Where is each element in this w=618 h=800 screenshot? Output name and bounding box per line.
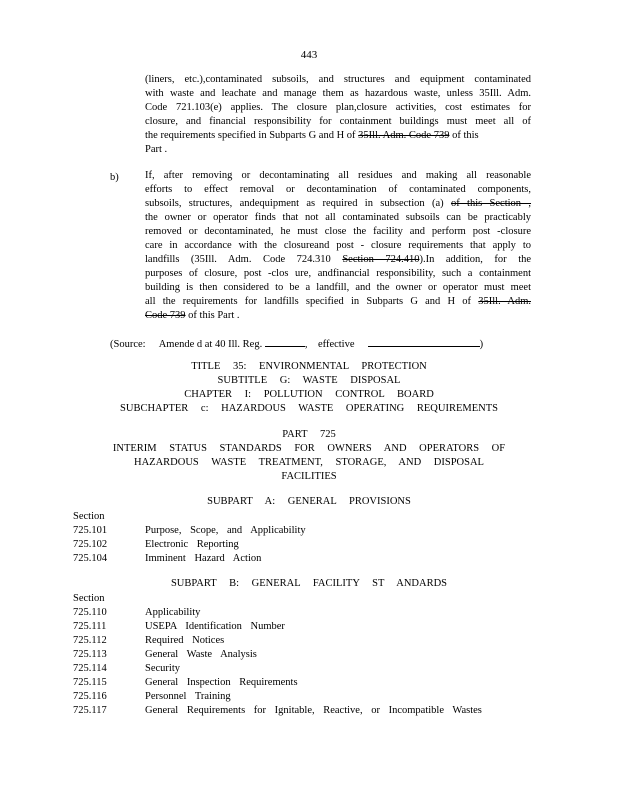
section-title: General Waste Analysis	[145, 649, 257, 660]
text-line: building is then considered to be a landfill, and the owner or operator must meet	[145, 282, 531, 293]
part-title-line	[0, 442, 618, 456]
subtitle-text: SUBTITLE G: WASTE DISPOSAL	[217, 375, 401, 386]
section-number: 725.115	[73, 677, 107, 688]
text-segment: all the requirements for landfills specified in Subparts G and H of	[145, 296, 472, 307]
section-title: Electronic Reporting	[145, 539, 239, 550]
subtitle-heading	[0, 374, 618, 388]
subpart-a-heading	[0, 495, 618, 509]
struck-text: 35Ill. Adm. Code 739	[358, 130, 450, 141]
section-title: General Inspection Requirements	[145, 677, 298, 688]
struck-text: Code 739	[145, 310, 186, 321]
section-label: Section	[73, 511, 105, 522]
text-segment: ).In addition, for the	[419, 254, 532, 265]
source-close: )	[479, 339, 484, 350]
text-line	[145, 309, 531, 323]
text-line	[145, 295, 531, 309]
text-line: Part .	[145, 144, 168, 155]
text-line: (liners, etc.),contaminated subsoils, and structures and equipment contaminated	[145, 74, 531, 85]
section-title: Security	[145, 663, 180, 674]
part-title-text: HAZARDOUS WASTE TREATMENT, STORAGE, AND DISPOSAL	[134, 457, 484, 468]
section-number: 725.102	[73, 539, 108, 550]
source-amended: Amende d at 40 Ill. Reg.	[158, 339, 263, 350]
section-number: 725.112	[73, 635, 107, 646]
page-number: 443	[300, 49, 318, 61]
text-line	[145, 129, 531, 143]
section-number: 725.114	[73, 663, 107, 674]
section-number: 725.116	[73, 691, 107, 702]
text-segment: subsoils, structures, andequipment as required in subsection (a)	[145, 198, 444, 209]
section-title: Required Notices	[145, 635, 225, 646]
text-line: care in accordance with the closureand post - closure requirements that apply to	[145, 240, 531, 251]
part-heading	[0, 428, 618, 442]
text-line	[145, 253, 531, 267]
section-number: 725.101	[73, 525, 108, 536]
section-title: Purpose, Scope, and Applicability	[145, 525, 306, 536]
text-segment: of this Part .	[185, 310, 240, 321]
text-segment: of this	[449, 130, 479, 141]
text-line: the owner or operator finds that not all contaminated subsoils can be practicably	[145, 212, 531, 223]
text-segment: the requirements specified in Subparts G and H of	[145, 130, 356, 141]
continued-paragraph	[145, 73, 531, 157]
part-title-line	[0, 456, 618, 470]
section-title: Personnel Training	[145, 691, 231, 702]
section-title: General Requirements for Ignitable, Reactive, or Incompatible Wastes	[145, 705, 482, 716]
subchapter-text: SUBCHAPTER c: HAZARDOUS WASTE OPERATING REQUIREMENTS	[120, 403, 498, 414]
text-line	[145, 197, 531, 211]
struck-text: Section 724.410	[342, 254, 420, 265]
blank-line	[368, 336, 480, 347]
text-line: closure, and financial responsibility for containment buildings must meet all of	[145, 116, 531, 127]
title-heading	[0, 360, 618, 374]
subsection-label: b)	[110, 172, 119, 183]
chapter-text: CHAPTER I: POLLUTION CONTROL BOARD	[184, 389, 434, 400]
chapter-heading	[0, 388, 618, 402]
subpart-a-text: SUBPART A: GENERAL PROVISIONS	[207, 496, 411, 507]
text-line: Code 721.103(e) applies. The closure plan,closure activities, cost estimates for	[145, 102, 531, 113]
section-title: Imminent Hazard Action	[145, 553, 262, 564]
section-title: Applicability	[145, 607, 201, 618]
part-title-text: INTERIM STATUS STANDARDS FOR OWNERS AND OPERATORS OF	[112, 443, 506, 454]
subsection-b-paragraph	[145, 169, 531, 323]
text-line: purposes of closure, post -clos ure, andfinancial responsibility, such a containment	[145, 268, 531, 279]
section-number: 725.110	[73, 607, 107, 618]
section-label: Section	[73, 593, 105, 604]
part-text: PART 725	[282, 429, 336, 440]
source-effective: effective	[317, 339, 355, 350]
subchapter-heading	[0, 402, 618, 416]
section-number: 725.117	[73, 705, 107, 716]
text-line: If, after removing or decontaminating all residues and making all reasonable	[145, 170, 531, 181]
struck-text: of this Section ,	[450, 198, 532, 209]
section-number: 725.104	[73, 553, 108, 564]
subpart-b-text: SUBPART B: GENERAL FACILITY ST ANDARDS	[170, 578, 448, 589]
text-segment: landfills (35Ill. Adm. Code 724.310	[145, 254, 331, 265]
part-title-line	[0, 470, 618, 484]
section-title: USEPA Identification Number	[145, 621, 285, 632]
blank-line	[265, 336, 305, 347]
section-number: 725.113	[73, 649, 107, 660]
source-comma: ,	[304, 339, 308, 350]
source-open: (Source:	[110, 339, 146, 350]
source-note	[110, 336, 483, 352]
struck-text: 35Ill. Adm.	[478, 296, 531, 307]
section-number: 725.111	[73, 621, 107, 632]
title-text: TITLE 35: ENVIRONMENTAL PROTECTION	[191, 361, 427, 372]
text-line: removed or decontaminated, he must close the facility and perform post -closure	[145, 226, 531, 237]
text-line: with waste and leachate and manage them as hazardous waste, unless 35Ill. Adm.	[145, 88, 531, 99]
text-line: efforts to effect removal or decontamination of contaminated components,	[145, 184, 531, 195]
part-title-text: FACILITIES	[281, 471, 337, 482]
subpart-b-heading	[0, 577, 618, 591]
